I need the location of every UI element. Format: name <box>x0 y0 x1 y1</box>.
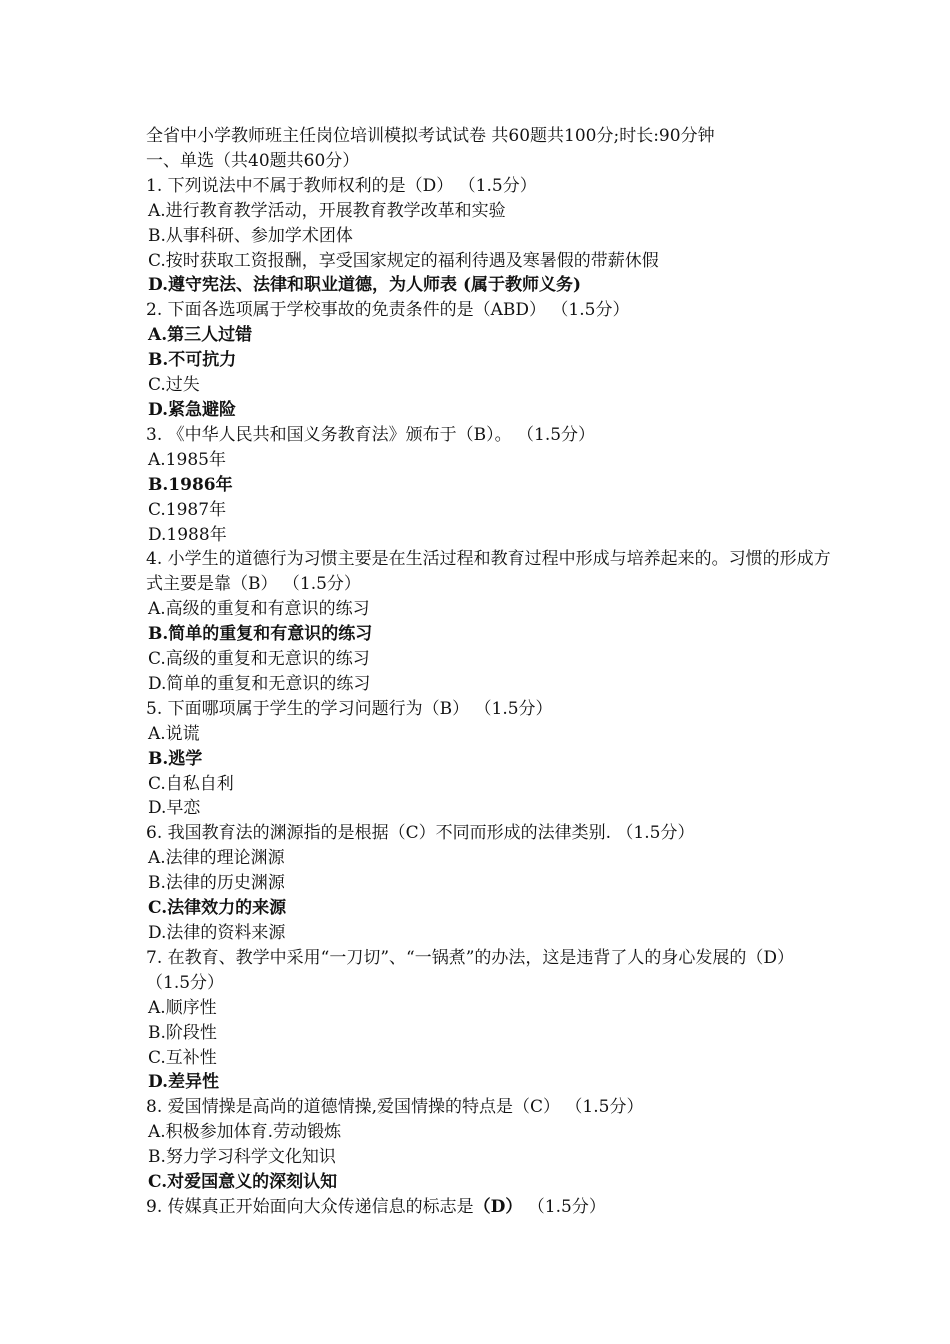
option-b-correct: B.逃学 <box>148 748 203 769</box>
option-a: A.说谎 <box>148 723 200 744</box>
option-a: A.高级的重复和有意识的练习 <box>148 599 370 620</box>
option-b: B.阶段性 <box>148 1022 217 1043</box>
option-d: D.法律的资料来源 <box>148 923 286 943</box>
option-a-correct: A.第三人过错 <box>148 325 253 346</box>
question-stem: 8. 爱国情操是高尚的道德情操,爱国情操的特点是（C） （1.5分） <box>146 1097 644 1118</box>
question-stem: 5. 下面哪项属于学生的学习问题行为（B） （1.5分） <box>146 698 553 719</box>
section-heading: 一、单选（共40题共60分） <box>146 150 360 171</box>
option-b: B.法律的历史渊源 <box>148 873 285 894</box>
question-stem: 6. 我国教育法的渊源指的是根据（C）不同而形成的法律类别. （1.5分） <box>146 823 695 844</box>
question-stem: 3. 《中华人民共和国义务教育法》颁布于（B）。 （1.5分） <box>146 424 596 445</box>
option-a: A.法律的理论渊源 <box>148 848 285 869</box>
option-a: A.进行教育教学活动，开展教育教学改革和实验 <box>148 200 506 221</box>
option-b-correct: B.不可抗力 <box>148 350 237 371</box>
exam-content <box>146 124 836 1220</box>
option-b-correct: B.1986年 <box>148 474 233 495</box>
question-stem: 2. 下面各选项属于学校事故的免责条件的是（ABD） （1.5分） <box>146 300 630 321</box>
option-d: D.简单的重复和无意识的练习 <box>148 673 371 694</box>
option-c: C.高级的重复和无意识的练习 <box>148 649 370 670</box>
option-c-correct: C.对爱国意义的深刻认知 <box>148 1172 338 1193</box>
exam-title: 全省中小学教师班主任岗位培训模拟考试试卷 共60题共100分;时长:90分钟 <box>146 126 715 146</box>
option-a: A.顺序性 <box>148 997 217 1018</box>
question-stem <box>146 1195 836 1220</box>
option-c-correct: C.法律效力的来源 <box>148 898 287 919</box>
option-c: C.过失 <box>148 375 200 396</box>
question-stem: 1. 下列说法中不属于教师权利的是（D） （1.5分） <box>146 175 537 196</box>
question-stem: 7. 在教育、教学中采用“一刀切”、“一锅煮”的办法，这是违背了人的身心发展的（D） （1.5分） <box>146 947 795 993</box>
question-score: （1.5分） <box>522 1196 606 1217</box>
option-c: C.互补性 <box>148 1047 217 1068</box>
option-c: C.按时获取工资报酬，享受国家规定的福利待遇及寒暑假的带薪休假 <box>148 250 659 271</box>
option-d-correct: D.遵守宪法、法律和职业道德，为人师表 (属于教师义务) <box>148 275 582 296</box>
option-c: C.1987年 <box>148 499 227 520</box>
question-stem: 4. 小学生的道德行为习惯主要是在生活过程和教育过程中形成与培养起来的。习惯的形成方式主要是靠（B） （1.5分） <box>146 549 831 595</box>
option-b: B.努力学习科学文化知识 <box>148 1147 336 1168</box>
option-a: A.积极参加体育.劳动锻炼 <box>148 1122 342 1143</box>
option-d-correct: D.紧急避险 <box>148 399 237 420</box>
answer-key: （D） <box>473 1196 523 1217</box>
option-b: B.从事科研、参加学术团体 <box>148 225 353 246</box>
option-a: A.1985年 <box>148 449 226 470</box>
option-d: D.1988年 <box>148 524 227 545</box>
option-b-correct: B.简单的重复和有意识的练习 <box>148 624 373 645</box>
option-d-correct: D.差异性 <box>148 1072 220 1093</box>
question-stem-text: 9. 传媒真正开始面向大众传递信息的标志是 <box>146 1196 474 1217</box>
option-d: D.早恋 <box>148 798 201 819</box>
option-c: C.自私自利 <box>148 773 234 794</box>
